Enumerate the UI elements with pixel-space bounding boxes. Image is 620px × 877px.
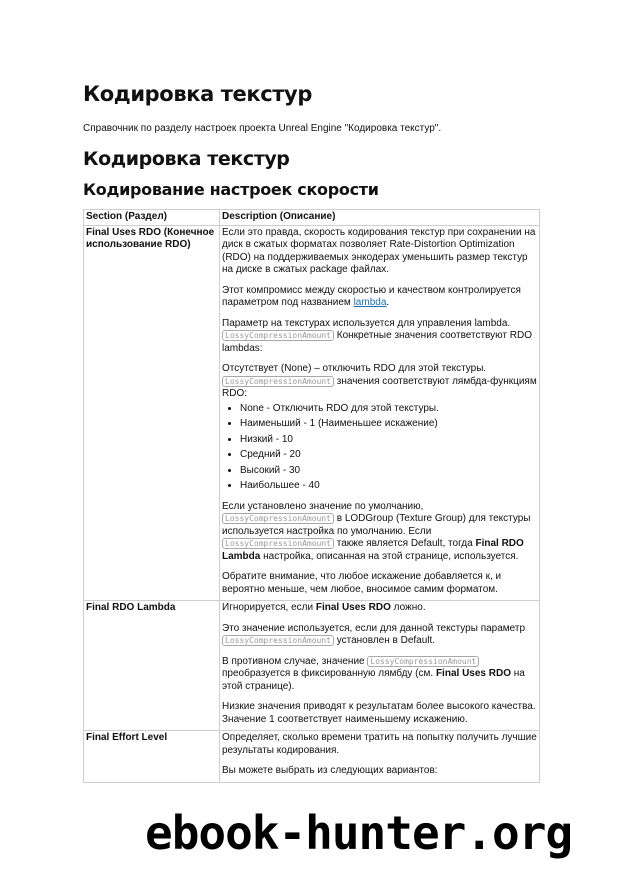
code-lossy-compression-amount: LossyCompressionAmount [222, 635, 334, 646]
table-header-row [84, 210, 540, 226]
intro-text: Справочник по разделу настроек проекта Unreal Engine "Кодировка текстур". [83, 123, 442, 134]
paragraph: Обратите внимание, что любое искажение добавляется к, и вероятно меньше, чем любое, вносимое самим форматом. [222, 571, 502, 595]
list-item: • Наименьший - 1 (Наименьшее искажение) [240, 418, 537, 431]
watermark: ebook-hunter.org [145, 806, 573, 860]
paragraph: Параметр на текстурах используется для управления lambda. LossyCompressionAmount Конкретные значения соответствуют RDO lambdas: [222, 317, 533, 354]
row-section-final-uses-rdo: Final Uses RDO (Конечное использование RDO) [84, 225, 220, 601]
lambda-link[interactable]: lambda [353, 297, 387, 308]
settings-table [83, 209, 540, 783]
section-title: Кодирование настроек скорости [83, 180, 379, 199]
row-description [220, 601, 540, 731]
code-lossy-compression-amount: LossyCompressionAmount [222, 330, 334, 341]
list-item: • Наибольшее - 40 [240, 480, 537, 493]
code-lossy-compression-amount: LossyCompressionAmount [222, 376, 334, 387]
paragraph: Отсутствует (None) – отключить RDO для этой текстуры. LossyCompressionAmount значения соответствуют лямбда-функциям RDO: [222, 363, 537, 399]
rdo-lambda-list [222, 403, 537, 493]
paragraph: Игнорируется, если Final Uses RDO ложно. [222, 602, 426, 613]
paragraph: В противном случае, значение LossyCompressionAmount преобразуется в фиксированную лямбду (см. Final Uses RDO на этой странице). [222, 655, 525, 692]
paragraph: Это значение используется, если для данной текстуры параметр LossyCompressionAmount установлен в Default. [222, 622, 526, 646]
subtitle: Кодировка текстур [83, 148, 290, 170]
paragraph: Определяет, сколько времени тратить на попытку получить лучшие результаты кодирования. [222, 732, 537, 756]
row-description [220, 225, 540, 601]
row-description [220, 731, 540, 783]
paragraph: Вы можете выбрать из следующих вариантов: [222, 765, 438, 776]
row-section-final-effort-level: Final Effort Level [84, 731, 220, 783]
row-section-final-rdo-lambda: Final RDO Lambda [84, 601, 220, 731]
table-row [84, 731, 540, 783]
paragraph: Низкие значения приводят к результатам более высокого качества. Значение 1 соответствует наименьшему искажению. [222, 701, 536, 725]
code-lossy-compression-amount: LossyCompressionAmount [222, 513, 334, 524]
list-item: • Средний - 20 [240, 449, 537, 462]
paragraph: Если установлено значение по умолчанию, LossyCompressionAmount в LODGroup (Texture Group) для текстуры используется настройка по умолчанию. Если LossyCompressionAmount также является Default, тогда Final RDO Lambda настройка, описанная на этой странице, используется. [222, 500, 531, 562]
list-item: • None - Отключить RDO для этой текстуры. [240, 403, 537, 416]
list-item: • Низкий - 10 [240, 434, 537, 447]
paragraph: Если это правда, скорость кодирования текстур при сохранении на диск в сжатых форматах позволяет Rate-Distortion Optimization (RDO) на поддерживаемых энкодерах уменьшить размер текстур на диске в сжатых package файлах. [222, 226, 536, 275]
code-lossy-compression-amount: LossyCompressionAmount [367, 656, 479, 667]
code-lossy-compression-amount: LossyCompressionAmount [222, 538, 334, 549]
page-title: Кодировка текстур [83, 82, 312, 106]
list-item: • Высокий - 30 [240, 465, 537, 478]
paragraph: Этот компромисс между скоростью и качеством контролируется параметром под названием lambda. [222, 284, 521, 308]
table-row [84, 225, 540, 601]
column-header-description: Description (Описание) [220, 210, 540, 226]
column-header-section: Section (Раздел) [84, 210, 220, 226]
table-row [84, 601, 540, 731]
